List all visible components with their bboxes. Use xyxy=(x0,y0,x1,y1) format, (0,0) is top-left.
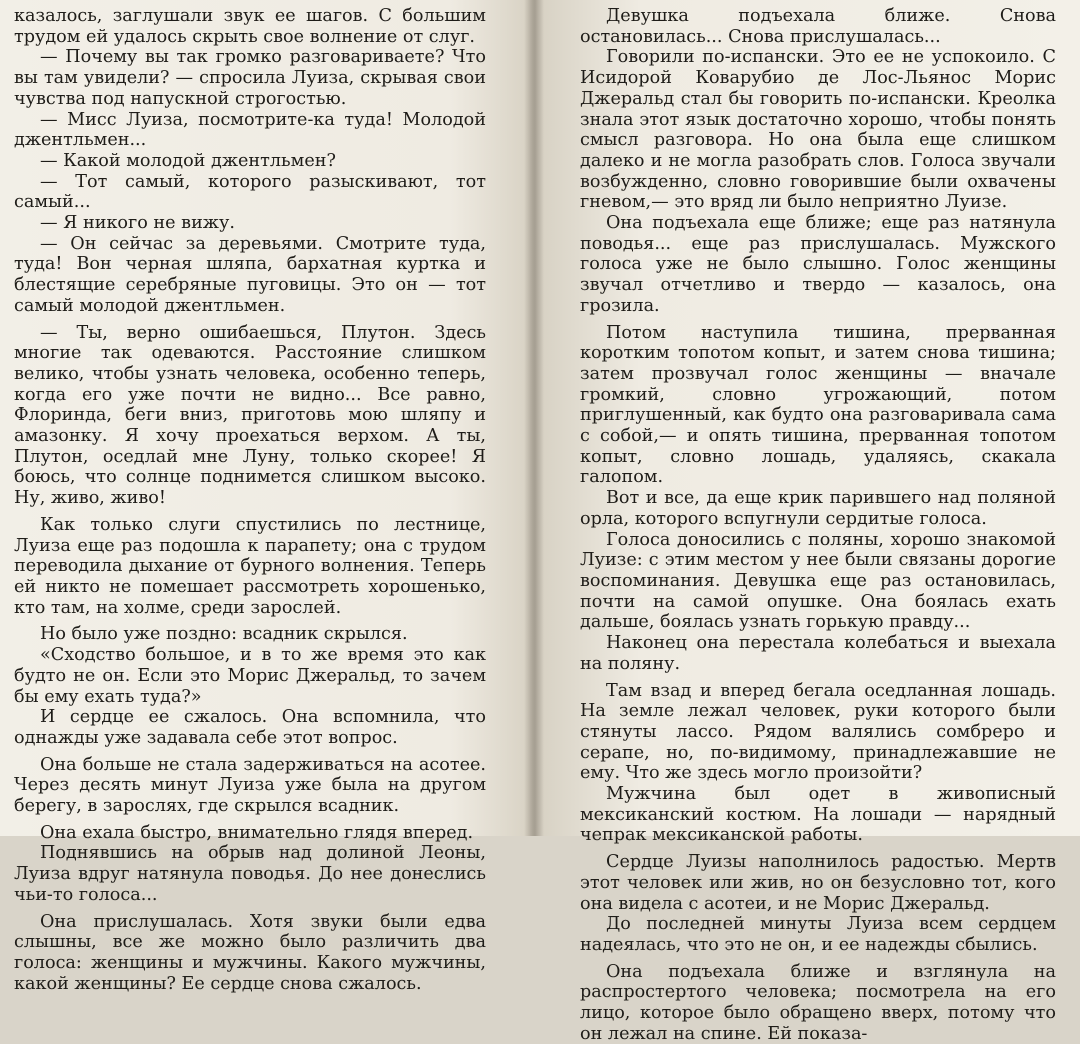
right-paragraph-10: Сердце Луизы наполнилось радостью. Мертв этот человек или жив, но он безусловно тот, кого она видела с асотеи, и не Морис Джеральд. xyxy=(580,852,1056,914)
left-paragraph-11: «Сходство большое, и в то же время это как будто не он. Если это Морис Джеральд, то зачем бы ему ехать туда?» xyxy=(14,645,486,707)
left-paragraph-3: — Мисс Луиза, посмотрите-ка туда! Молодой джентльмен... xyxy=(14,109,486,151)
right-paragraph-6: Голоса доносились с поляны, хорошо знакомой Луизе: с этим местом у нее были связаны дорогие воспоминания. Девушка еще раз остановилась, почти на самой опушке. Она боялась ехать дальше, боялась узнать горькую правду... xyxy=(580,529,1056,633)
right-paragraph-1: Девушка подъехала ближе. Снова остановилась... Снова прислушалась... xyxy=(580,6,1056,47)
left-paragraph-15: Поднявшись на обрыв над долиной Леоны, Луиза вдруг натянула поводья. До нее донеслись чьи-то голоса... xyxy=(14,843,486,905)
right-paragraph-7: Наконец она перестала колебаться и выехала на поляну. xyxy=(580,633,1056,674)
left-page xyxy=(0,0,530,994)
left-paragraph-8: — Ты, верно ошибаешься, Плутон. Здесь многие так одеваются. Расстояние слишком велико, чтобы узнать человека, особенно теперь, когда его уже почти не видно... Все равно, Флоринда, беги вниз, приготовь мою шляпу и амазонку. Я хочу проехаться верхом. А ты, Плутон, оседлай мне Луну, только скорее! Я боюсь, что солнце поднимется слишком высоко. Ну, живо, живо! xyxy=(14,322,486,509)
left-paragraph-1: казалось, заглушали звук ее шагов. С большим трудом ей удалось скрыть свое волнение от слуг. xyxy=(14,6,486,47)
right-paragraph-5: Вот и все, да еще крик парившего над поляной орла, которого вспугнули сердитые голоса. xyxy=(580,488,1056,529)
left-paragraph-14: Она ехала быстро, внимательно глядя вперед. xyxy=(40,822,474,843)
left-paragraph-9: Как только слуги спустились по лестнице, Луиза еще раз подошла к парапету; она с трудом переводила дыхание от бурного волнения. Теперь ей никто не помешает рассмотреть хорошенько, кто там, на холме, среди зарослей. xyxy=(14,514,486,618)
right-paragraph-3: Она подъехала еще ближе; еще раз натянула поводья... еще раз прислушалась. Мужского голоса уже не было слышно. Голос женщины звучал отчетливо и твердо — казалось, она грозила. xyxy=(580,213,1056,316)
left-paragraph-2: — Почему вы так громко разговариваете? Что вы там увидели? — спросила Луиза, скрывая свои чувства под напускной строгостью. xyxy=(14,47,486,109)
right-paragraph-4: Потом наступила тишина, прерванная коротким топотом копыт, и затем снова тишина; затем прозвучал голос женщины — вначале громкий, словно угрожающий, потом приглушенный, как будто она разговаривала сама с собой,— и опять тишина, прерванная топотом копыт, словно лошадь, удаляясь, скакала галопом. xyxy=(580,322,1056,488)
left-paragraph-16: Она прислушалась. Хотя звуки были едва слышны, все же можно было различить два голоса: женщины и мужчины. Какого мужчины, какой женщины? Ее сердце снова сжалось. xyxy=(14,911,486,994)
left-paragraph-13: Она больше не стала задерживаться на асотее. Через десять минут Луиза уже была на другом берегу, в зарослях, где скрылся всадник. xyxy=(14,754,486,817)
left-paragraph-12: И сердце ее сжалось. Она вспомнила, что однажды уже задавала себе этот вопрос. xyxy=(14,707,486,748)
right-paragraph-9: Мужчина был одет в живописный мексиканский костюм. На лошади — нарядный чепрак мексиканской работы. xyxy=(580,784,1056,846)
right-paragraph-12: Она подъехала ближе и взглянула на распростертого человека; посмотрела на его лицо, которое было обращено вверх, потому что он лежал на спине. Ей показа- xyxy=(580,961,1056,1044)
left-paragraph-6: — Я никого не вижу. xyxy=(40,213,235,234)
left-paragraph-4: — Какой молодой джентльмен? xyxy=(40,150,336,171)
right-page xyxy=(530,0,1080,1044)
right-paragraph-11: До последней минуты Луиза всем сердцем надеялась, что это не он, и ее надежды сбылись. xyxy=(580,914,1056,955)
left-paragraph-10: Но было уже поздно: всадник скрылся. xyxy=(40,624,408,645)
right-paragraph-2: Говорили по-испански. Это ее не успокоило. С Исидорой Коварубио де Лос-Льянос Морис Джеральд стал бы говорить по-испански. Креолка знала этот язык достаточно хорошо, чтобы понять смысл разговора. Но она была еще слишком далеко и не могла разобрать слов. Голоса звучали возбужденно, словно говорившие были охвачены гневом,— это вряд ли было неприятно Луизе. xyxy=(580,47,1056,213)
left-paragraph-5: — Тот самый, которого разыскивают, тот самый... xyxy=(14,171,486,213)
left-paragraph-7: — Он сейчас за деревьями. Смотрите туда, туда! Вон черная шляпа, бархатная куртка и блестящие серебряные пуговицы. Это он — тот самый молодой джентльмен. xyxy=(14,233,486,316)
right-paragraph-8: Там взад и вперед бегала оседланная лошадь. На земле лежал человек, руки которого были стянуты лассо. Рядом валялись сомбреро и серапе, но, по-видимому, принадлежавшие не ему. Что же здесь могло произойти? xyxy=(580,680,1056,784)
book-gutter xyxy=(524,0,544,836)
